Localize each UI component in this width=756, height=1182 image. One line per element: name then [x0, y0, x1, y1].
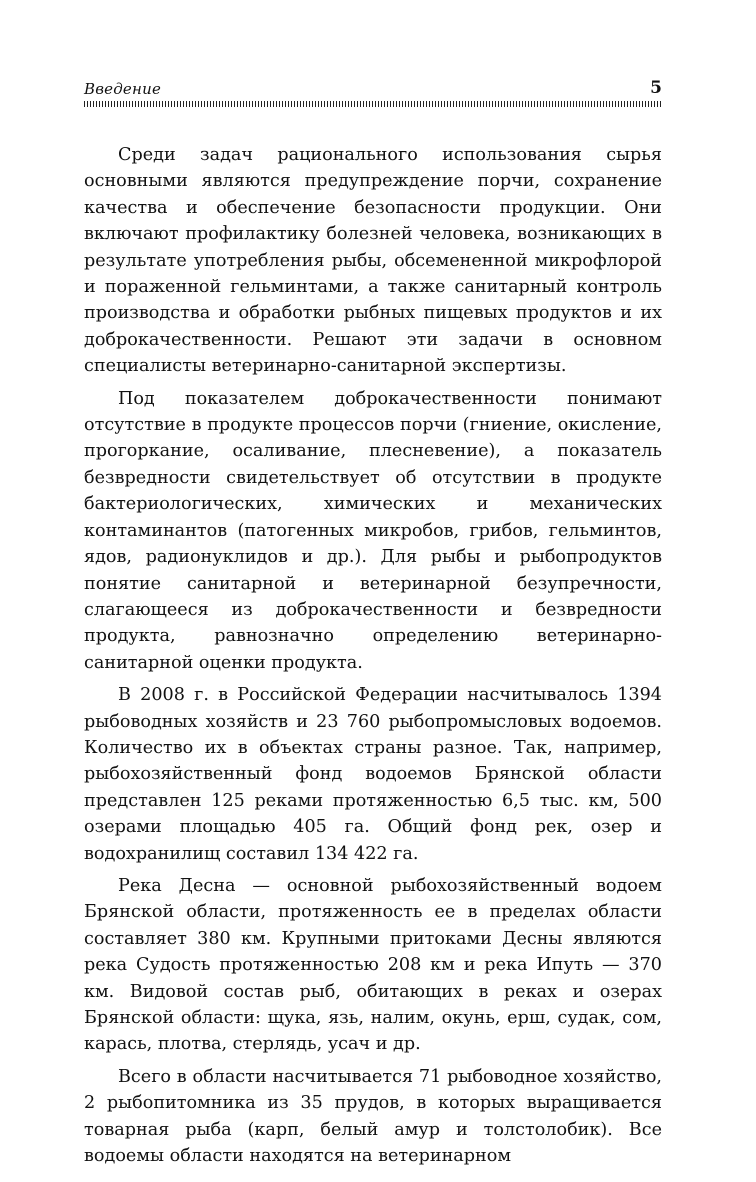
section-title: Введение [84, 80, 162, 98]
page-number: 5 [650, 78, 662, 98]
paragraph: Река Десна — основной рыбохозяйственный водоем Брянской области, протяженность ее в пределах области составляет 380 км. Крупными притоками Десны являются река Судость протяженностью 208 км и река Ипуть — 370 км. Видовой состав рыб, обитающих в реках и озерах Брянской области: щука, язь, налим, окунь, ерш, судак, сом, карась, плотва, стерлядь, усач и др. [84, 875, 662, 1055]
paragraph: Всего в области насчитывается 71 рыбоводное хозяйство, 2 рыбопитомника из 35 прудов, в которых выращивается товарная рыба (карп, белый амур и толстолобик). Все водоемы области находятся на ветеринарном [84, 1066, 662, 1167]
body-text [84, 142, 662, 1175]
paragraph: В 2008 г. в Российской Федерации насчитывалось 1394 рыбоводных хозяйств и 23 760 рыбопромысловых водоемов. Количество их в объектах страны разное. Так, например, рыбохозяйственный фонд водоемов Брянской области представлен 125 реками протяженностью 6,5 тыс. км, 500 озерами площадью 405 га. Общий фонд рек, озер и водохранилищ составил 134 422 га. [84, 685, 662, 864]
header-rule [84, 101, 662, 107]
paragraph: Под показателем доброкачественности понимают отсутствие в продукте процессов порчи (гниение, окисление, прогоркание, осаливание, плесневение), а показатель безвредности свидетельствует об отсутствии в продукте бактериологических, химических и механических контаминантов (патогенных микробов, грибов, гельминтов, ядов, радионуклидов и др.). Для рыбы и рыбопродуктов понятие санитарной и ветеринарной безупречности, слагающееся из доброкачественности и безвредности продукта, равнозначно определению ветеринарно-санитарной оценки продукта. [84, 388, 662, 673]
running-head [84, 78, 662, 100]
paragraph: Среди задач рационального использования сырья основными являются предупреждение порчи, сохранение качества и обеспечение безопасности продукции. Они включают профилактику болезней человека, возникающих в результате употребления рыбы, обсемененной микрофлорой и пораженной гельминтами, а также санитарный контроль производства и обработки рыбных пищевых продуктов и их доброкачественности. Решают эти задачи в основном специалисты ветеринарно-санитарной экспертизы. [84, 145, 662, 377]
